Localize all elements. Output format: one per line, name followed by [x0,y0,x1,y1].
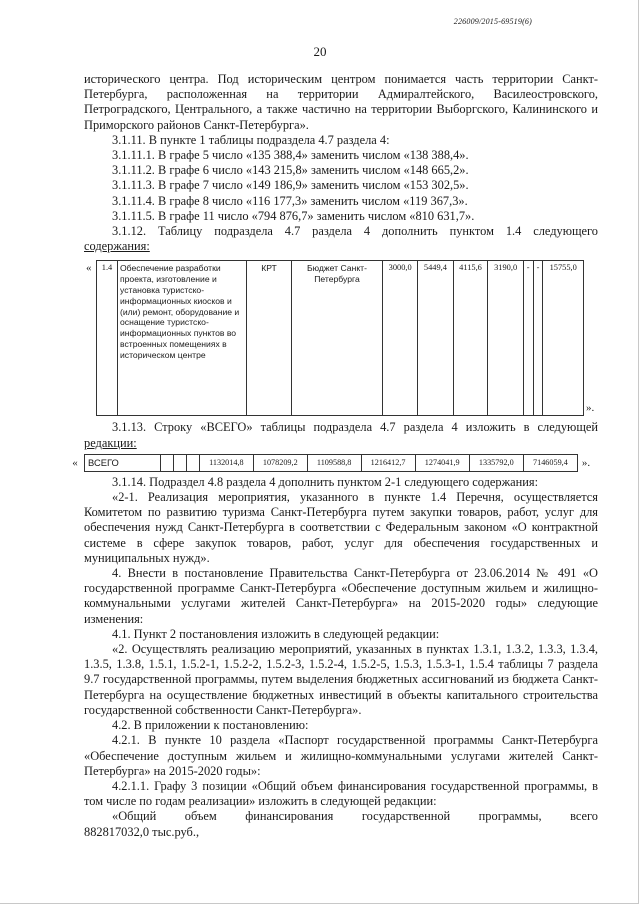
paragraph-4-1: 4.1. Пункт 2 постановления изложить в следующей редакции: [112,626,440,641]
paragraph-total-volume: «Общий объем финансирования государственной программы, всего [112,809,598,824]
cell-value: 3000,0 [383,261,418,416]
cell-value: 1109588,8 [307,454,361,471]
close-quote: ». [586,402,595,415]
cell-empty [187,454,200,471]
cell-description: Обеспечение разработки проекта, изготовление и установка туристско-информационных киосков и (или) ремонт, оборудование и оснащение туристско-информационных пунктов во встроенных помещениях в историческом центре [118,261,247,416]
cell-empty [174,454,187,471]
cell-value: 5449,4 [418,261,453,416]
cell-value: 1274041,9 [415,454,469,471]
cell-total-label: ВСЕГО [85,454,161,471]
paragraph-3-1-12: 3.1.12. Таблицу подраздела 4.7 раздела 4 дополнить пунктом 1.4 следующего [112,224,598,239]
table-row [66,454,594,471]
cell-value: 4115,6 [453,261,488,416]
paragraph-3-1-12-cont: содержания: [84,239,150,254]
cell-value: 7146059,4 [523,454,577,471]
paragraph-3-1-13: 3.1.13. Строку «ВСЕГО» таблицы подраздела 4.7 раздела 4 изложить в следующей [112,420,598,435]
paragraph-4-2-1: 4.2.1. В пункте 10 раздела «Паспорт государственной программы Санкт-Петербурга «Обеспечение доступным жильем и жилищно-коммунальными услугами жителей Санкт-Петербурга» на 2015-2020 годы»: [84,733,598,778]
document-number: 226009/2015-69519(6) [453,17,532,26]
paragraph-4-2-1-1: 4.2.1.1. Графу 3 позиции «Общий объем финансирования государственной программы, в том числе по годам реализации» изложить в следующей редакции: [84,778,598,809]
cell-value: - [523,261,533,416]
paragraph-4: 4. Внести в постановление Правительства Санкт-Петербурга от 23.06.2014 № 491 «О государственной программе Санкт-Петербурга «Обеспечение доступным жильем и жилищно-коммунальными услугами жителей Санкт-Петербурга» на 2015-2020 годы» следующие изменения: [84,566,598,626]
paragraph-total-amount: 882817032,0 тыс.руб., [84,824,200,839]
paragraph-3-1-11-4: 3.1.11.4. В графе 8 число «116 177,3» заменить числом «119 367,3». [112,193,468,208]
cell-value: 1216412,7 [361,454,415,471]
close-quote: ». [581,456,591,469]
paragraph-3-1-11-3: 3.1.11.3. В графе 7 число «149 186,9» заменить числом «153 302,5». [112,178,469,193]
cell-number: 1.4 [97,261,118,416]
table-item-1-4 [84,260,598,416]
paragraph-3-1-11-2: 3.1.11.2. В графе 6 число «143 215,8» заменить числом «148 665,2». [112,163,469,178]
cell-value: 1132014,8 [200,454,254,471]
open-quote: « [86,261,92,274]
paragraph-3-1-14: 3.1.14. Подраздел 4.8 раздела 4 дополнить пунктом 2-1 следующего содержания: [112,474,539,489]
cell-value: 3190,0 [488,261,523,416]
paragraph-3-1-11: 3.1.11. В пункте 1 таблицы подраздела 4.7 раздела 4: [112,132,390,147]
cell-source: Бюджет Санкт-Петербурга [292,261,383,416]
paragraph-3-1-11-5: 3.1.11.5. В графе 11 число «794 876,7» заменить числом «810 631,7». [112,208,475,223]
cell-value: 1078209,2 [253,454,307,471]
table-total-row [66,454,594,472]
cell-value: 15755,0 [543,261,584,416]
table-row [84,261,598,416]
paragraph-3-1-13-cont: редакции: [84,435,137,450]
document-body [72,72,598,840]
paragraph-2-1: «2-1. Реализация мероприятия, указанного в пункте 1.4 Перечня, осуществляется Комитетом по развитию туризма Санкт-Петербурга путем закупки товаров, работ, услуг для обеспечения нужд Санкт-Петербурга в соответствии с Федеральным законом «О контрактной системе в сфере закупок товаров, работ, услуг для обеспечения государственных и муниципальных нужд». [84,490,598,565]
paragraph-3-1-11-1: 3.1.11.1. В графе 5 число «135 388,4» заменить числом «138 388,4». [112,148,469,163]
open-quote: « [72,456,78,469]
cell-value: 1335792,0 [469,454,523,471]
page-number: 20 [313,44,327,59]
cell-executor: КРТ [247,261,292,416]
cell-empty [161,454,174,471]
cell-value: - [533,261,543,416]
paragraph-historic-center: исторического центра. Под историческим центром понимается часть территории Санкт-Петербурга, расположенная на территории Адмиралтейского, Василеостровского, Петроградского, Центрального, а также частично на территории Выборгского, Калининского и Приморского районов Санкт-Петербурга». [84,72,598,132]
paragraph-4-2: 4.2. В приложении к постановлению: [112,718,309,733]
paragraph-quote-2: «2. Осуществлять реализацию мероприятий, указанных в пунктах 1.3.1, 1.3.2, 1.3.3, 1.3.4, 1.3.5, 1.3.8, 1.5.1, 1.5.2-1, 1.5.2-2, 1.5.2-3, 1.5.2-4, 1.5.2-5, 1.5.3, 1.5.3-1, 1.5.4 таблицы 7 раздела 9.7 государственной программы, путем выделения бюджетных ассигнований из бюджета Санкт-Петербурга на осуществление бюджетных инвестиций в объекты капитального строительства государственной собственности Санкт-Петербурга». [84,642,598,717]
